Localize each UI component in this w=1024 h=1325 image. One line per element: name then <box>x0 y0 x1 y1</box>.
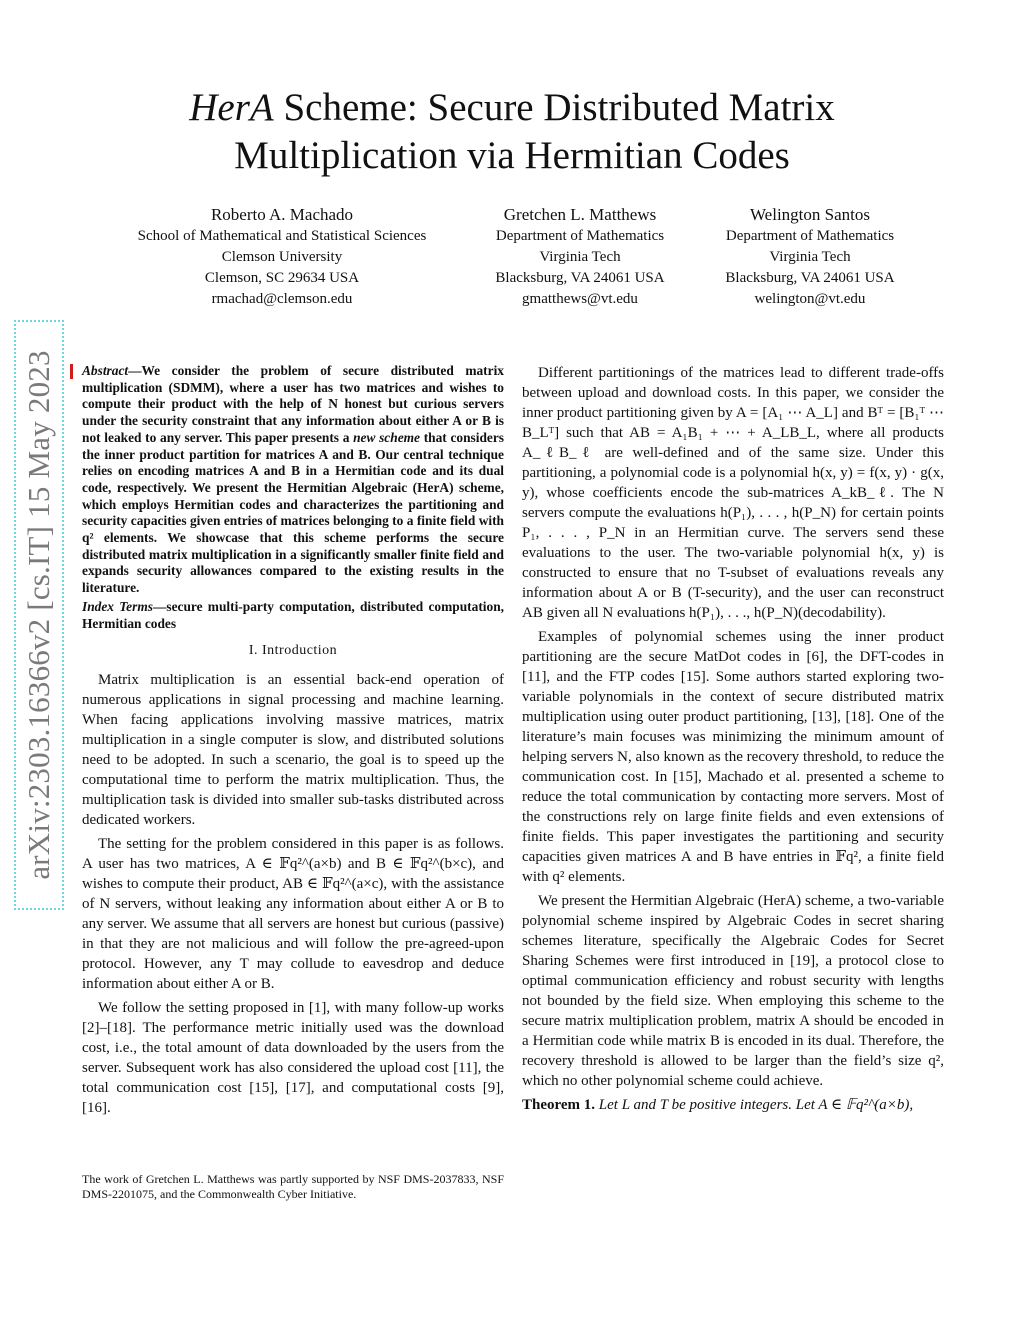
paper-title <box>130 84 894 180</box>
abstract-label: Abstract <box>82 363 129 378</box>
paragraph: Matrix multiplication is an essential back-end operation of numerous applications in signal processing and machine learning. When facing applications involving massive matrices, matrix multiplication in a single computer is slow, and distributed solutions need to be adopted. In such a scenario, the goal is to speed up the computational time to perform the matrix multiplication. Thus, the multiplication task is divided into smaller sub-tasks distributed across dedicated workers. <box>82 672 504 829</box>
footnote: The work of Gretchen L. Matthews was partly supported by NSF DMS-2037833, NSF DMS-2201075, and the Commonwealth Cyber Initiative. <box>82 1172 504 1201</box>
abstract-emph: new scheme <box>353 429 421 445</box>
red-marker-icon <box>70 364 73 379</box>
author-email: rmachad@clemson.edu <box>211 291 353 307</box>
abstract-body: —We consider the problem of secure distributed matrix multiplication (SDMM), where a user has two matrices and wishes to compute their product with the help of N honest but curious servers under the security constraint that any information about either A or B is not leaked to any server. This paper presents a <box>82 363 504 445</box>
author-name: Gretchen L. Matthews <box>503 205 657 224</box>
author-univ: Virginia Tech <box>539 249 621 265</box>
abstract-body-2: that considers the inner product partition for matrices A and B. Our central technique relies on encoding matrices A and B in a Hermitian code and its dual code, respectively. We present the Hermitian Algebraic (HerA) scheme, which employs Hermitian codes and characterizes the partitioning and security capacities given entries of matrices belonging to a finite field with q² elements. We showcase that this scheme performs the secure distributed matrix multiplication in a significantly smaller finite field and expands security allowances compared to the existing results in the literature. <box>82 429 505 596</box>
author-3 <box>700 203 920 310</box>
title-line1: Scheme: Secure Distributed Matrix <box>273 86 835 129</box>
paragraph: Different partitionings of the matrices lead to different trade-offs between upload and download costs. In this paper, we consider the inner product partitioning given by A = [A₁ ⋯ A_L] and Bᵀ = [B₁ᵀ ⋯ B_Lᵀ] such that AB = A₁B₁ + ⋯ + A_LB_L, where all products A_ℓB_ℓ are well-defined and of the same size. Under this partitioning, a polynomial code is a polynomial h(x, y) = f(x, y) · g(x, y), whose coefficients encode the sub-matrices A_kB_ℓ. The N servers compute the evaluations h(P₁), . . . , h(P_N) for certain points P₁, . . . , P_N in an Hermitian curve. The servers send these evaluations to the user. The two-variable polynomial h(x, y) is constructed to ensure that no T-subset of evaluations reveals any information about A or B (T-security), and the user can reconstruct AB given all N evaluations h(P₁), . . ., h(P_N)(decodability). <box>522 365 944 621</box>
left-column <box>82 363 504 1122</box>
author-dept: Department of Mathematics <box>725 228 895 244</box>
index-terms-body: —secure multi-party computation, distributed computation, Hermitian codes <box>82 598 504 631</box>
author-name: Welington Santos <box>750 205 870 224</box>
author-univ: Virginia Tech <box>769 249 851 265</box>
index-terms <box>82 599 504 632</box>
author-addr: Clemson, SC 29634 USA <box>204 270 360 286</box>
paragraph: Examples of polynomial schemes using the inner product partitioning are the secure MatDot codes in [6], the DFT-codes in [11], and the FTP codes [15]. Some authors started exploring two-variable polynomials in the context of secure distributed matrix multiplication using outer product partitioning, [13], [18]. One of the literature’s main focuses was minimizing the minimum amount of helping servers N, also known as the recovery threshold, to reduce the communication cost. In [15], Machado et al. presented a scheme to reduce the total communication by contacting more servers. Most of the constructions rely on large finite fields and even extensions of finite fields. This paper investigates the partitioning and security capacities given matrices A and B have entries in 𝔽q², a finite field with q² elements. <box>522 629 944 885</box>
theorem-text: Let L and T be positive integers. Let A ∈ 𝔽q²^(a×b), <box>598 1097 914 1113</box>
section-heading: I. Introduction <box>248 643 338 659</box>
title-line2: Multiplication via Hermitian Codes <box>234 134 790 177</box>
paragraph: We follow the setting proposed in [1], with many follow-up works [2]–[18]. The performance metric initially used was the download cost, i.e., the total amount of data downloaded by the users from the server. Subsequent work has also considered the upload cost [11], the total communication cost [15], [17], and computational costs [9], [16]. <box>82 1000 504 1117</box>
abstract <box>82 363 504 597</box>
author-dept: School of Mathematical and Statistical Sciences <box>137 228 427 244</box>
theorem-label: Theorem 1. <box>522 1097 596 1113</box>
author-univ: Clemson University <box>221 249 343 265</box>
author-dept: Department of Mathematics <box>495 228 665 244</box>
author-2 <box>470 203 690 310</box>
arxiv-id: arXiv:2303.16366v2 [cs.IT] 15 May 2023 <box>21 350 56 880</box>
author-1 <box>112 203 452 310</box>
arxiv-stamp <box>14 320 64 910</box>
theorem <box>522 1095 944 1115</box>
author-addr: Blacksburg, VA 24061 USA <box>725 270 895 286</box>
paragraph: We present the Hermitian Algebraic (HerA) scheme, a two-variable polynomial scheme inspired by Algebraic Codes in secret sharing schemes literature, specifically the Algebraic Codes for Secret Sharing Schemes were first introduced in [19], a protocol close to optimal communication efficiency and robust security with lengths not bounded by the field size. When employing this scheme to the secure matrix multiplication problem, matrix A should be encoded in a Hermitian code while matrix B is encoded in its dual. Therefore, the recovery threshold is allowed to be larger than the field’s size q², which no other polynomial scheme could achieve. <box>522 893 944 1089</box>
author-email: welington@vt.edu <box>754 291 866 307</box>
index-terms-label: Index Terms <box>82 598 153 614</box>
author-name: Roberto A. Machado <box>210 205 354 224</box>
author-email: gmatthews@vt.edu <box>522 291 638 307</box>
title-italic: HerA <box>189 86 274 129</box>
right-column <box>522 363 944 1115</box>
paragraph: The setting for the problem considered in this paper is as follows. A user has two matrices, A ∈ 𝔽q²^(a×b) and B ∈ 𝔽q²^(b×c), and wishes to compute their product, AB ∈ 𝔽q²^(a×c), with the assistance of N servers, without leaking any information about either A or B to any server. We assume that all servers are honest but curious (passive) in that they are not malicious and will follow the pre-agreed-upon protocol. However, any T may collude to eavesdrop and deduce information about either A or B. <box>82 836 504 993</box>
author-addr: Blacksburg, VA 24061 USA <box>495 270 665 286</box>
